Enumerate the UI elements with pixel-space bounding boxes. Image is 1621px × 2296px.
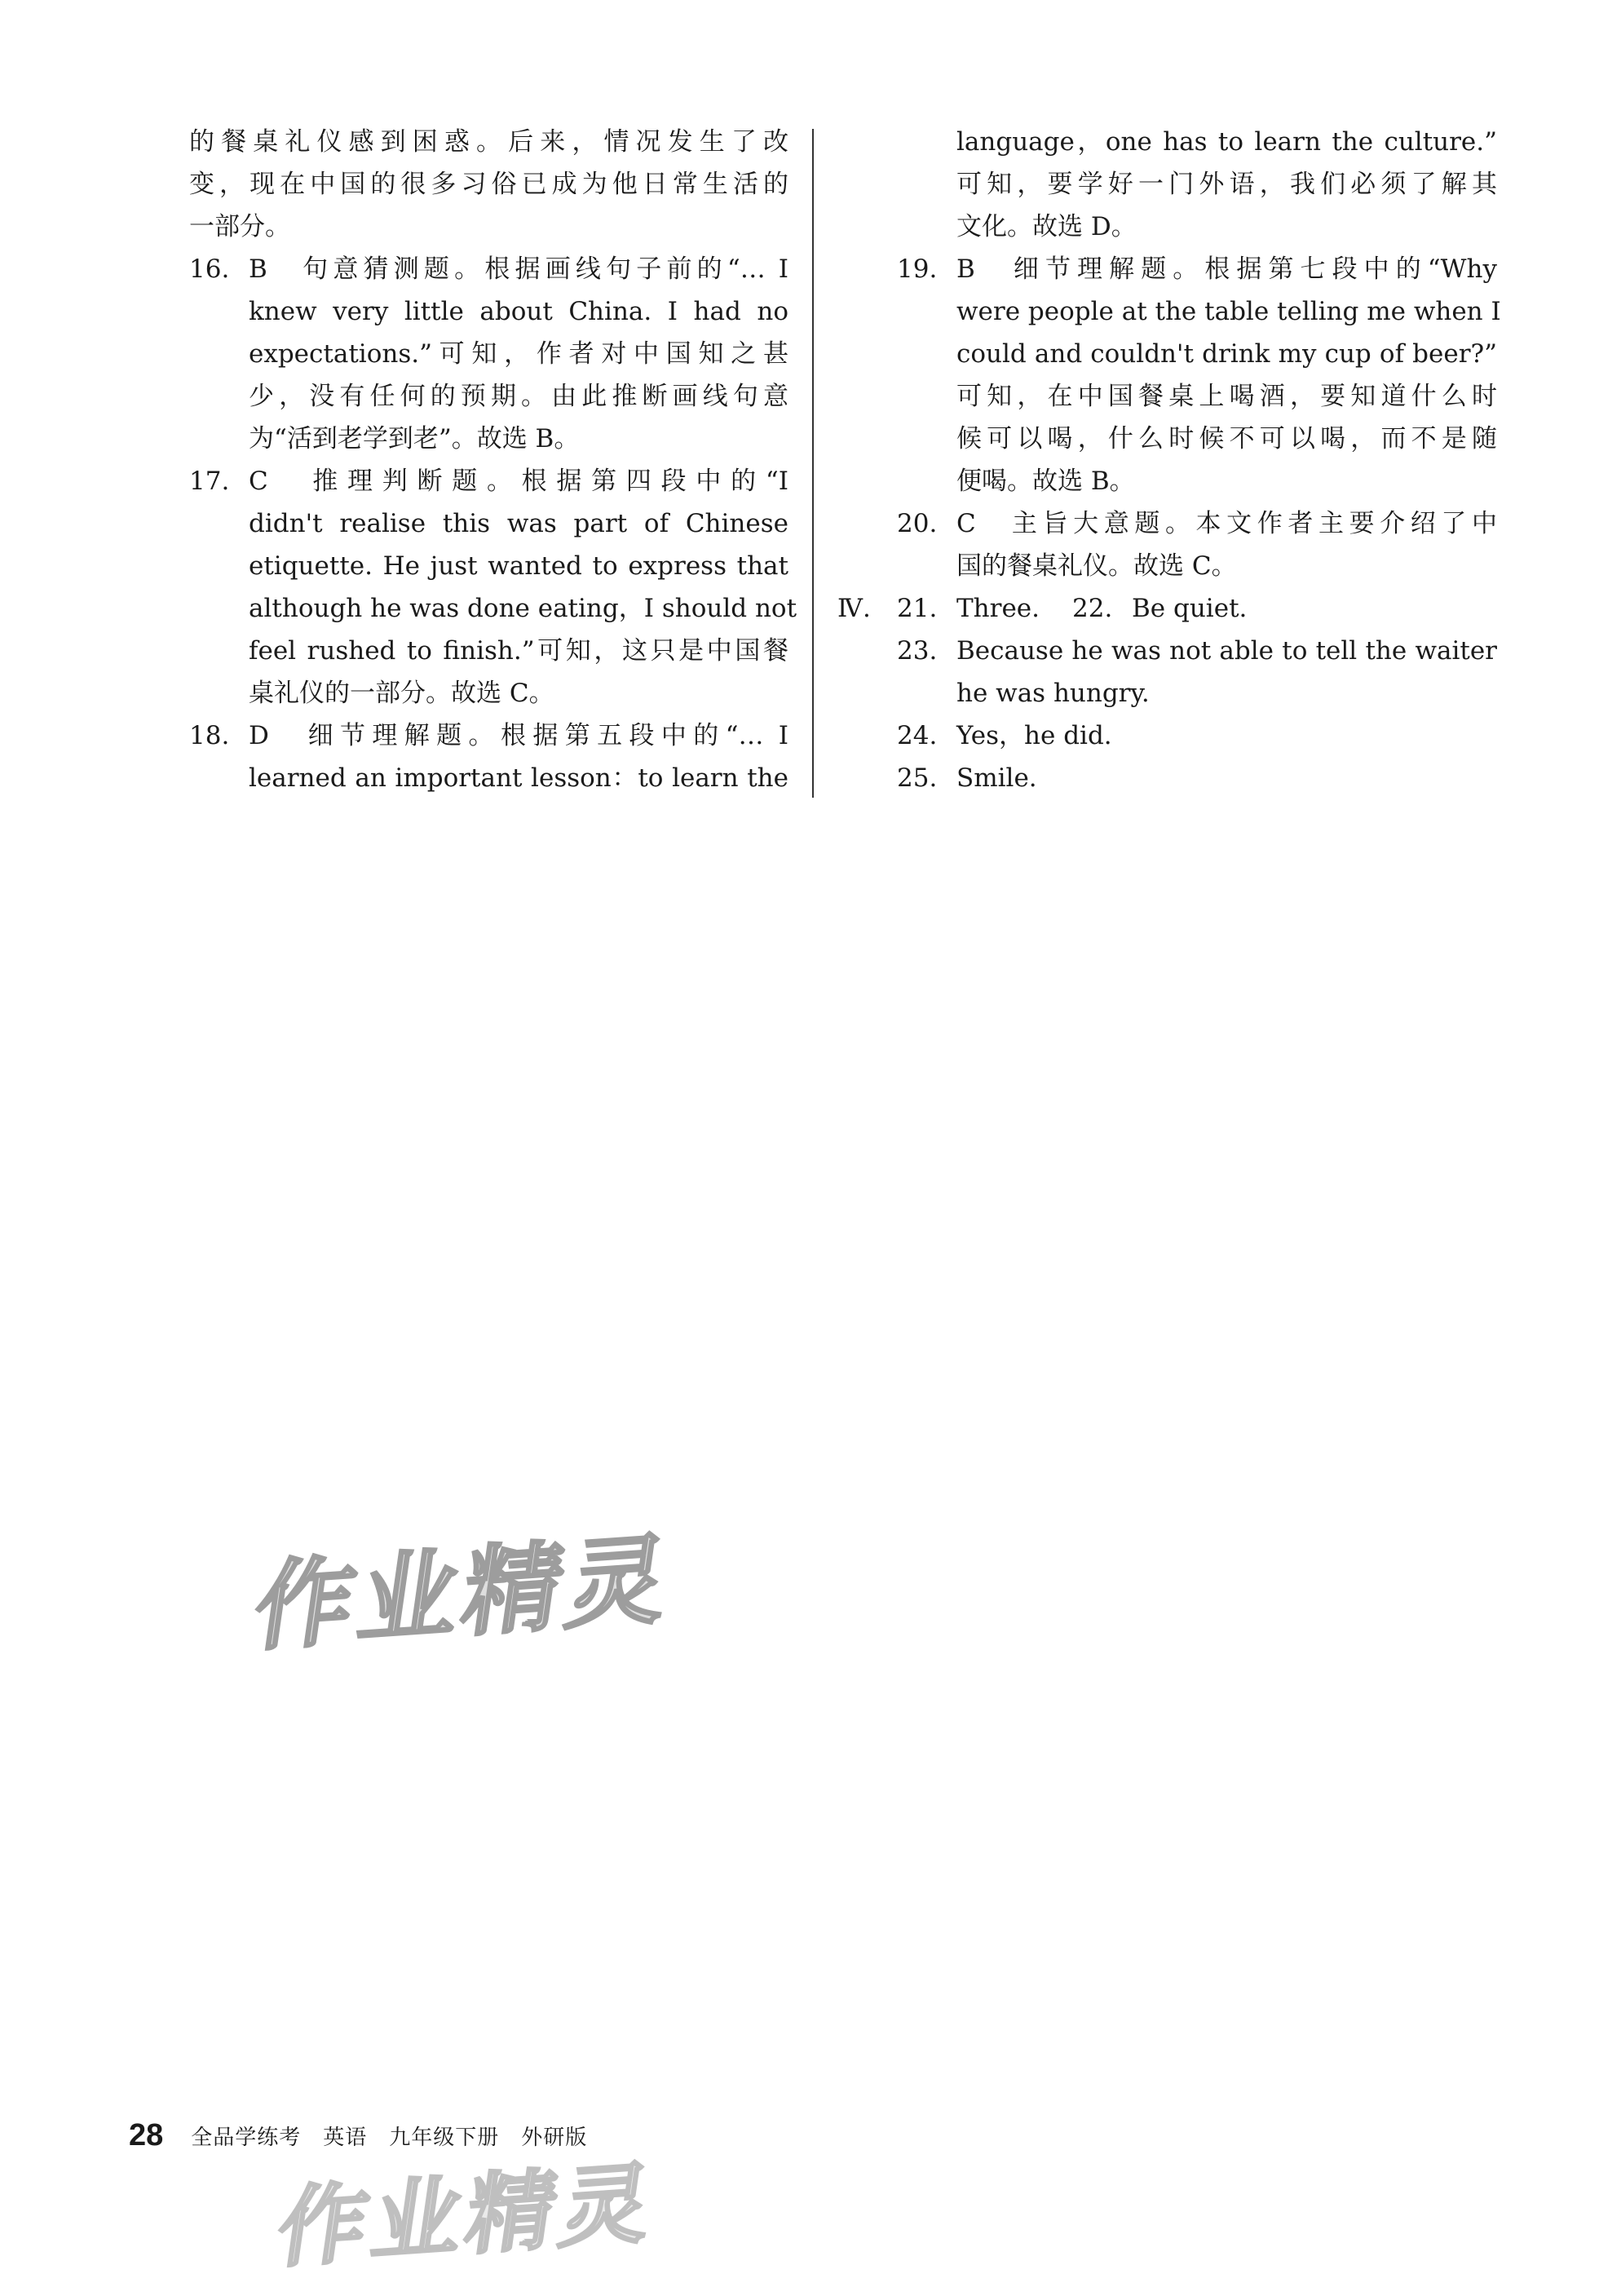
- page-number: 28: [129, 2117, 164, 2152]
- answer-16: [189, 248, 788, 460]
- question-number: 21.: [897, 594, 938, 623]
- answer-25: [897, 757, 1497, 799]
- text-line: feel rushed to finish.”可知，这只是中国餐: [249, 636, 788, 666]
- text-line: Because he was not able to tell the waiter: [956, 636, 1497, 666]
- section-roman-numeral: Ⅳ.: [837, 594, 871, 623]
- text-line: he was hungry.: [956, 679, 1150, 708]
- answer-20: [897, 502, 1497, 587]
- question-number: 22.: [1072, 594, 1113, 623]
- answer-17: [189, 460, 797, 714]
- answer-23: [897, 630, 1497, 714]
- question-number: 16.: [189, 254, 230, 284]
- text-line: didn't realise this was part of Chinese: [249, 509, 788, 538]
- section-iv: [837, 587, 1497, 630]
- text-line: 国的餐桌礼仪。故选 C。: [956, 551, 1237, 581]
- answer-24: [897, 714, 1497, 757]
- text-line: B 句意猜测题。根据画线句子前的“… I: [249, 254, 788, 284]
- text-line: were people at the table telling me when I: [956, 297, 1501, 326]
- text-line: 可知，要学好一门外语，我们必须了解其: [956, 170, 1497, 199]
- text-line: etiquette. He just wanted to express that: [249, 551, 788, 581]
- watermark-logo: 作业精灵: [247, 1523, 680, 1666]
- text-line: C 主旨大意题。本文作者主要介绍了中: [956, 509, 1497, 538]
- text-line: 一部分。: [189, 212, 290, 241]
- text-line: 候可以喝，什么时候不可以喝，而不是随: [956, 424, 1497, 453]
- text-line: 为“活到老学到老”。故选 B。: [249, 424, 580, 453]
- text-line: 文化。故选 D。: [956, 212, 1137, 241]
- answer-19: [897, 248, 1501, 502]
- text-line: 的餐桌礼仪感到困惑。后来，情况发生了改: [189, 127, 788, 157]
- column-divider: [812, 129, 814, 798]
- question-number: 25.: [897, 763, 938, 793]
- text-line: learned an important lesson：to learn the: [249, 763, 788, 793]
- text-line: language，one has to learn the culture.”: [956, 127, 1497, 157]
- question-number: 17.: [189, 467, 230, 496]
- text-line: Yes，he did.: [956, 721, 1112, 750]
- text-line: C 推理判断题。根据第四段中的“I: [249, 467, 788, 496]
- text-line: 少，没有任何的预期。由此推断画线句意: [249, 382, 788, 411]
- left-column: [189, 121, 797, 799]
- question-number: 20.: [897, 509, 938, 538]
- text-line: although he was done eating，I should not: [249, 594, 797, 623]
- answer-text: Three.: [956, 594, 1040, 623]
- question-number: 24.: [897, 721, 938, 750]
- question-number: 19.: [897, 254, 938, 284]
- question-number: 23.: [897, 636, 938, 666]
- text-line: expectations.”可知，作者对中国知之甚: [249, 339, 788, 369]
- text-line: Smile.: [956, 763, 1037, 793]
- text-line: 可知，在中国餐桌上喝酒，要知道什么时: [956, 382, 1497, 411]
- answer-text: Be quiet.: [1132, 594, 1248, 623]
- text-line: 变，现在中国的很多习俗已成为他日常生活的: [189, 170, 788, 199]
- text-line: 桌礼仪的一部分。故选 C。: [249, 679, 554, 708]
- right-column: [837, 121, 1501, 799]
- question-number: 18.: [189, 721, 230, 750]
- watermark-logo: 作业精灵: [271, 2152, 663, 2281]
- answer-18: [189, 714, 788, 799]
- footer-book-title: 全品学练考 英语 九年级下册 外研版: [191, 2125, 588, 2150]
- text-line: could and couldn't drink my cup of beer?”: [956, 339, 1497, 369]
- text-line: 便喝。故选 B。: [956, 467, 1135, 496]
- text-line: B 细节理解题。根据第七段中的“Why: [956, 254, 1497, 284]
- text-line: D 细节理解题。根据第五段中的“… I: [249, 721, 788, 750]
- text-line: knew very little about China. I had no: [249, 297, 788, 326]
